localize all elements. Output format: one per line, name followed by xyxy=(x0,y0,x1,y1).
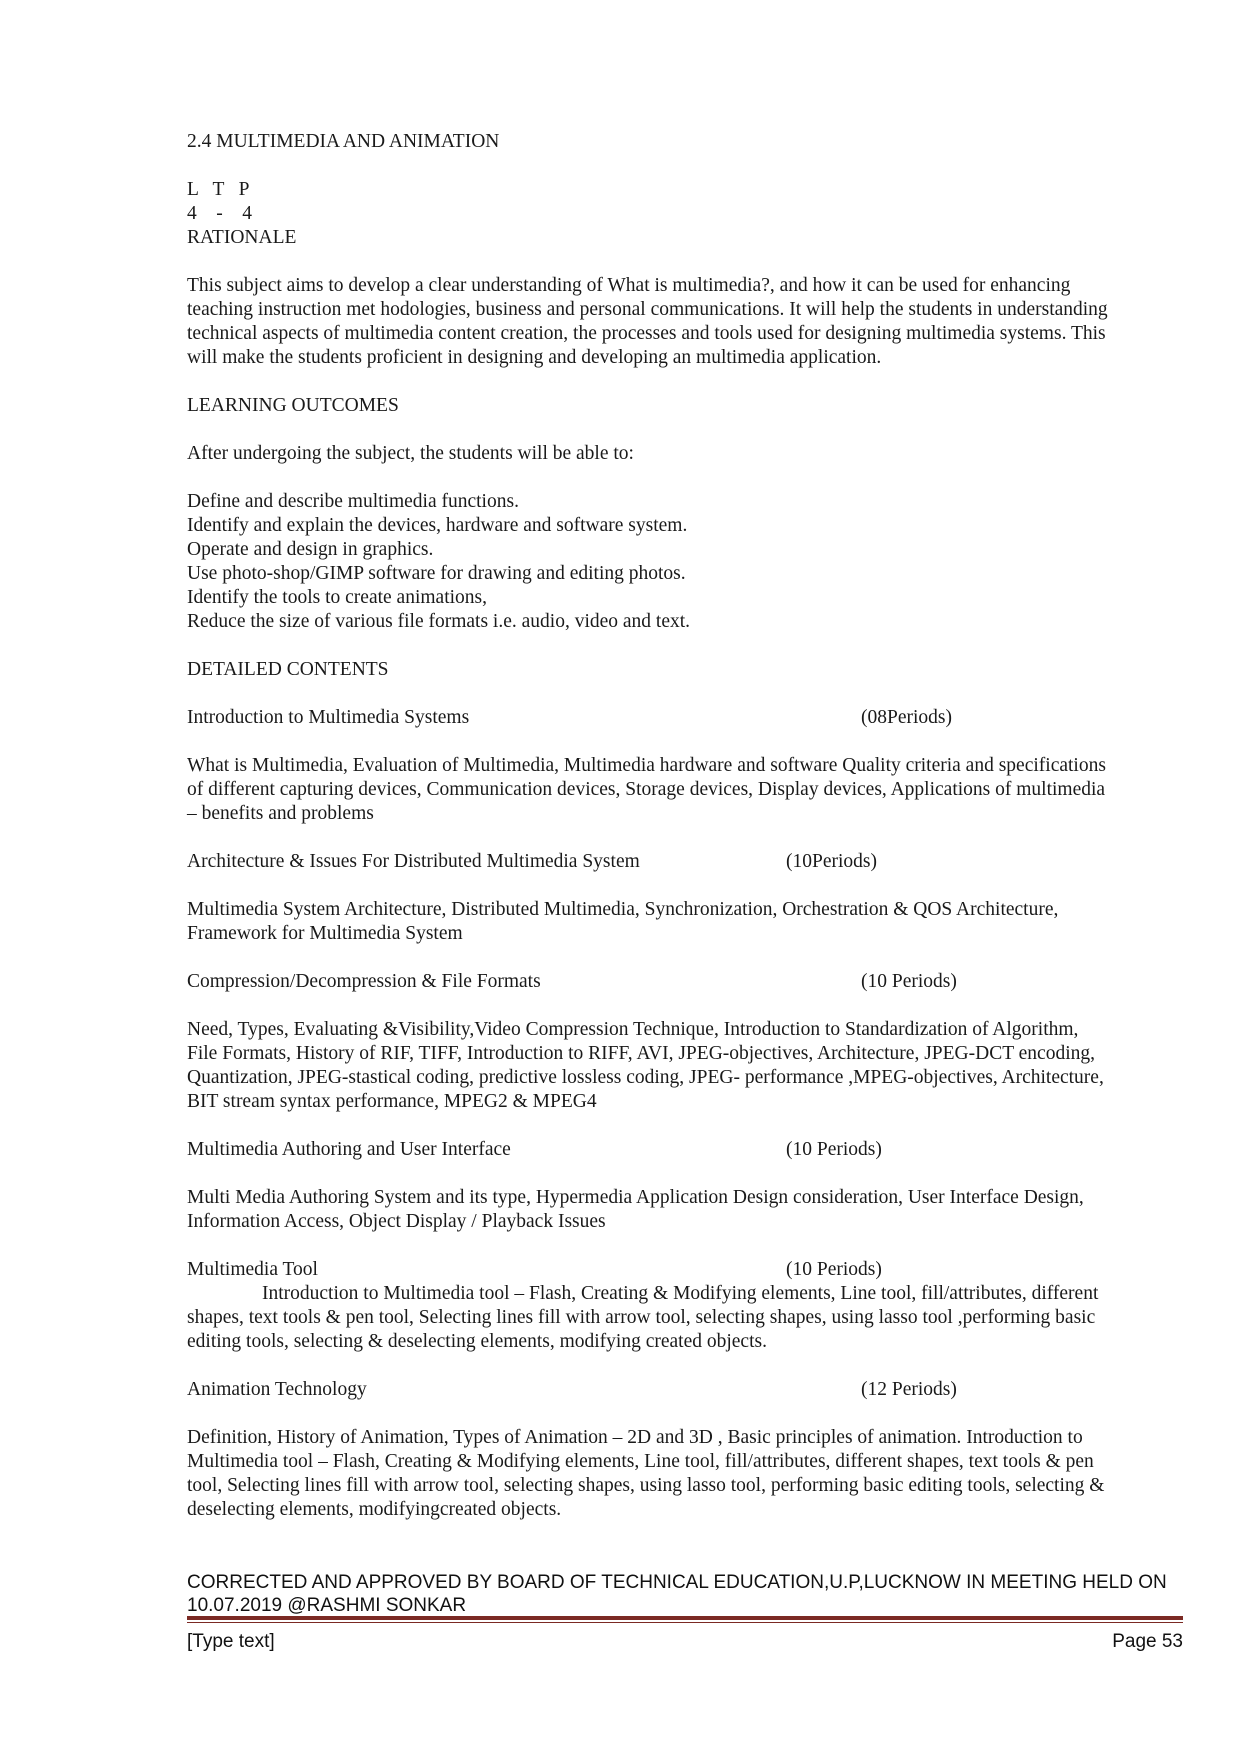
rationale-line: technical aspects of multimedia content creation, the processes and tools used for designing multimedia systems. This xyxy=(187,323,1106,344)
unit-periods: (10 Periods) xyxy=(861,971,957,992)
unit-title: Introduction to Multimedia Systems xyxy=(187,707,470,728)
unit-line: Multi Media Authoring System and its type, Hypermedia Application Design consideration, User Interface Design, xyxy=(187,1187,1084,1208)
unit-line: File Formats, History of RIF, TIFF, Introduction to RIFF, AVI, JPEG-objectives, Architecture, JPEG-DCT encoding, xyxy=(187,1043,1095,1064)
approval-note-line: 10.07.2019 @RASHMI SONKAR xyxy=(187,1595,467,1616)
unit-line: What is Multimedia, Evaluation of Multimedia, Multimedia hardware and software Quality criteria and specifications xyxy=(187,755,1106,776)
unit-line: Framework for Multimedia System xyxy=(187,923,463,944)
unit-periods: (12 Periods) xyxy=(861,1379,957,1400)
unit-line: Information Access, Object Display / Playback Issues xyxy=(187,1211,606,1232)
approval-note-line: CORRECTED AND APPROVED BY BOARD OF TECHNICAL EDUCATION,U.P,LUCKNOW IN MEETING HELD ON xyxy=(187,1572,1167,1593)
unit-periods: (10 Periods) xyxy=(786,1139,882,1160)
unit-line: of different capturing devices, Communication devices, Storage devices, Display devices, Applications of multimedia xyxy=(187,779,1106,800)
unit-title: Animation Technology xyxy=(187,1379,367,1400)
footer-divider-thin xyxy=(187,1622,1183,1623)
unit-title: Compression/Decompression & File Formats xyxy=(187,971,541,992)
unit-periods: (10Periods) xyxy=(786,851,877,872)
unit-line: Introduction to Multimedia tool – Flash, Creating & Modifying elements, Line tool, fill/attributes, different xyxy=(262,1283,1099,1304)
outcome-item: Reduce the size of various file formats i.e. audio, video and text. xyxy=(187,611,691,632)
course-title: 2.4 MULTIMEDIA AND ANIMATION xyxy=(187,131,500,152)
unit-line: shapes, text tools & pen tool, Selecting lines fill with arrow tool, selecting shapes, using lasso tool ,performing basic xyxy=(187,1307,1096,1328)
outcome-item: Identify and explain the devices, hardware and software system. xyxy=(187,515,688,536)
outcome-item: Use photo-shop/GIMP software for drawing and editing photos. xyxy=(187,563,686,584)
footer-divider xyxy=(187,1616,1183,1620)
unit-line: Definition, History of Animation, Types of Animation – 2D and 3D , Basic principles of animation. Introduction to xyxy=(187,1427,1083,1448)
ltp-header: L T P xyxy=(187,179,250,200)
outcome-item: Define and describe multimedia functions. xyxy=(187,491,519,512)
unit-line: – benefits and problems xyxy=(187,803,374,824)
rationale-line: This subject aims to develop a clear understanding of What is multimedia?, and how it can be used for enhancing xyxy=(187,275,1071,296)
footer-placeholder-text: [Type text] xyxy=(187,1631,275,1652)
rationale-line: will make the students proficient in designing and developing an multimedia application. xyxy=(187,347,882,368)
outcome-item: Identify the tools to create animations, xyxy=(187,587,487,608)
ltp-values: 4 - 4 xyxy=(187,203,252,224)
unit-line: deselecting elements, modifyingcreated objects. xyxy=(187,1499,562,1520)
rationale-heading: RATIONALE xyxy=(187,227,297,248)
outcome-item: Operate and design in graphics. xyxy=(187,539,434,560)
learning-outcomes-heading: LEARNING OUTCOMES xyxy=(187,395,399,416)
unit-line: editing tools, selecting & deselecting elements, modifying created objects. xyxy=(187,1331,767,1352)
unit-title: Multimedia Tool xyxy=(187,1259,318,1280)
unit-line: Multimedia tool – Flash, Creating & Modifying elements, Line tool, fill/attributes, different shapes, text tools & pen xyxy=(187,1451,1094,1472)
unit-line: Need, Types, Evaluating &Visibility,Video Compression Technique, Introduction to Standardization of Algorithm, xyxy=(187,1019,1079,1040)
learning-outcomes-intro: After undergoing the subject, the students will be able to: xyxy=(187,443,634,464)
unit-title: Multimedia Authoring and User Interface xyxy=(187,1139,511,1160)
unit-line: tool, Selecting lines fill with arrow tool, selecting shapes, using lasso tool, performing basic editing tools, selecting & xyxy=(187,1475,1105,1496)
unit-periods: (08Periods) xyxy=(861,707,952,728)
unit-line: Multimedia System Architecture, Distributed Multimedia, Synchronization, Orchestration & QOS Architecture, xyxy=(187,899,1059,920)
page-number: Page 53 xyxy=(1112,1631,1183,1652)
unit-title: Architecture & Issues For Distributed Multimedia System xyxy=(187,851,640,872)
unit-line: BIT stream syntax performance, MPEG2 & MPEG4 xyxy=(187,1091,597,1112)
rationale-line: teaching instruction met hodologies, business and personal communications. It will help the students in understanding xyxy=(187,299,1108,320)
unit-periods: (10 Periods) xyxy=(786,1259,882,1280)
unit-line: Quantization, JPEG-stastical coding, predictive lossless coding, JPEG- performance ,MPEG-objectives, Architecture, xyxy=(187,1067,1104,1088)
detailed-contents-heading: DETAILED CONTENTS xyxy=(187,659,389,680)
